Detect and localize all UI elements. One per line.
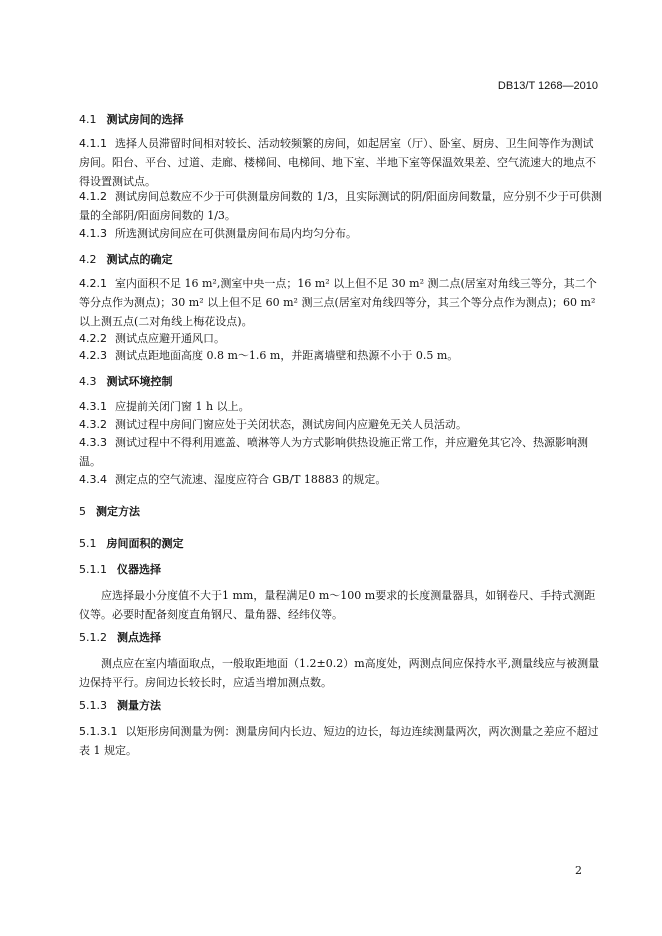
section-heading: [79, 502, 603, 521]
clause-paragraph: [79, 470, 603, 489]
clause-paragraph: [79, 346, 603, 365]
clause-number: 4.1.1: [79, 137, 107, 150]
section-heading: [79, 372, 603, 391]
clause-text: 以矩形房间测量为例：测量房间内长边、短边的边长，每边连续测量两次，两次测量之差应不超过表 1 规定。: [79, 725, 599, 757]
document-code-header: DB13/T 1268—2010: [497, 80, 598, 92]
section-heading: [79, 628, 603, 647]
section-number: 4.2: [79, 253, 97, 266]
section-heading: [79, 250, 603, 269]
clause-number: 4.3.2: [79, 418, 107, 431]
clause-number: 4.3.3: [79, 436, 107, 449]
section-title: 测量方法: [117, 699, 161, 712]
section-number: 4.3: [79, 375, 97, 388]
clause-text: 测试点距地面高度 0.8 m～1.6 m，并距离墙壁和热源不小于 0.5 m。: [115, 349, 459, 362]
clause-text: 测定点的空气流速、湿度应符合 GB/T 18883 的规定。: [115, 473, 387, 486]
section-title: 测试房间的选择: [106, 113, 184, 126]
section-title: 测试点的确定: [106, 253, 173, 266]
clause-text: 测试房间总数应不少于可供测量房间数的 1/3，且实际测试的阴/阳面房间数量，应分别不少于可供测量的全部阴/阳面房间数的 1/3。: [79, 190, 602, 222]
clause-text: 室内面积不足 16 m²,测室中央一点；16 m² 以上但不足 30 m² 测二点(居室对角线三等分，其二个等分点作为测点)；30 m² 以上但不足 60 m² 测三点(居室对角线四等分，其三个等分点作为测点)；60 m² 以上测五点(二对角线上梅花设点)。: [79, 277, 597, 328]
section-title: 仪器选择: [117, 563, 161, 576]
section-title: 测试环境控制: [106, 375, 173, 388]
clause-number: 4.2.2: [79, 332, 107, 345]
section-title: 房间面积的测定: [106, 537, 184, 550]
clause-text: 选择人员滞留时间相对较长、活动较频繁的房间，如起居室（厅）、卧室、厨房、卫生间等作为测试房间。阳台、平台、过道、走廊、楼梯间、电梯间、地下室、半地下室等保温效果差、空气流速大的地点不得设置测试点。: [79, 137, 596, 188]
clause-number: 4.1.3: [79, 227, 107, 240]
section-title: 测定方法: [96, 505, 140, 518]
clause-paragraph: [79, 397, 603, 416]
clause-text: 所选测试房间应在可供测量房间布局内均匀分布。: [115, 227, 357, 240]
clause-text: 测试过程中不得利用遮盖、喷淋等人为方式影响供热设施正常工作，并应避免其它冷、热源影响测温。: [79, 436, 588, 468]
section-heading: [79, 534, 603, 553]
clause-number: 4.3.4: [79, 473, 107, 486]
section-number: 5.1.2: [79, 631, 107, 644]
page-number: 2: [575, 864, 582, 877]
clause-paragraph: [79, 274, 603, 331]
clause-paragraph: [79, 224, 603, 243]
clause-paragraph: [79, 187, 603, 225]
section-number: 5.1.1: [79, 563, 107, 576]
section-number: 5: [79, 505, 86, 518]
section-heading: [79, 110, 603, 129]
clause-number: 4.2.1: [79, 277, 107, 290]
body-paragraph: 应选择最小分度值不大于1 mm，量程满足0 m～100 m要求的长度测量器具，如钢卷尺、手持式测距仪等。必要时配备刻度直角钢尺、量角器、经纬仪等。: [79, 589, 596, 621]
clause-paragraph: [79, 722, 603, 760]
clause-number: 4.2.3: [79, 349, 107, 362]
clause-paragraph: [79, 433, 603, 471]
section-number: 4.1: [79, 113, 97, 126]
clause-text: 测试过程中房间门窗应处于关闭状态，测试房间内应避免无关人员活动。: [115, 418, 467, 431]
clause-text: 测试点应避开通风口。: [115, 332, 225, 345]
clause-paragraph: [79, 415, 603, 434]
clause-number: 5.1.3.1: [79, 725, 118, 738]
clause-text: 应提前关闭门窗 1 h 以上。: [115, 400, 250, 413]
section-number: 5.1: [79, 537, 97, 550]
clause-paragraph: [79, 134, 603, 191]
section-heading: [79, 560, 603, 579]
clause-number: 4.1.2: [79, 190, 107, 203]
clause-number: 4.3.1: [79, 400, 107, 413]
section-number: 5.1.3: [79, 699, 107, 712]
section-title: 测点选择: [117, 631, 161, 644]
section-heading: [79, 696, 603, 715]
body-paragraph: 测点应在室内墙面取点，一般取距地面（1.2±0.2）m高度处，两测点间应保持水平,测量线应与被测量边保持平行。房间边长较长时，应适当增加测点数。: [79, 657, 600, 689]
